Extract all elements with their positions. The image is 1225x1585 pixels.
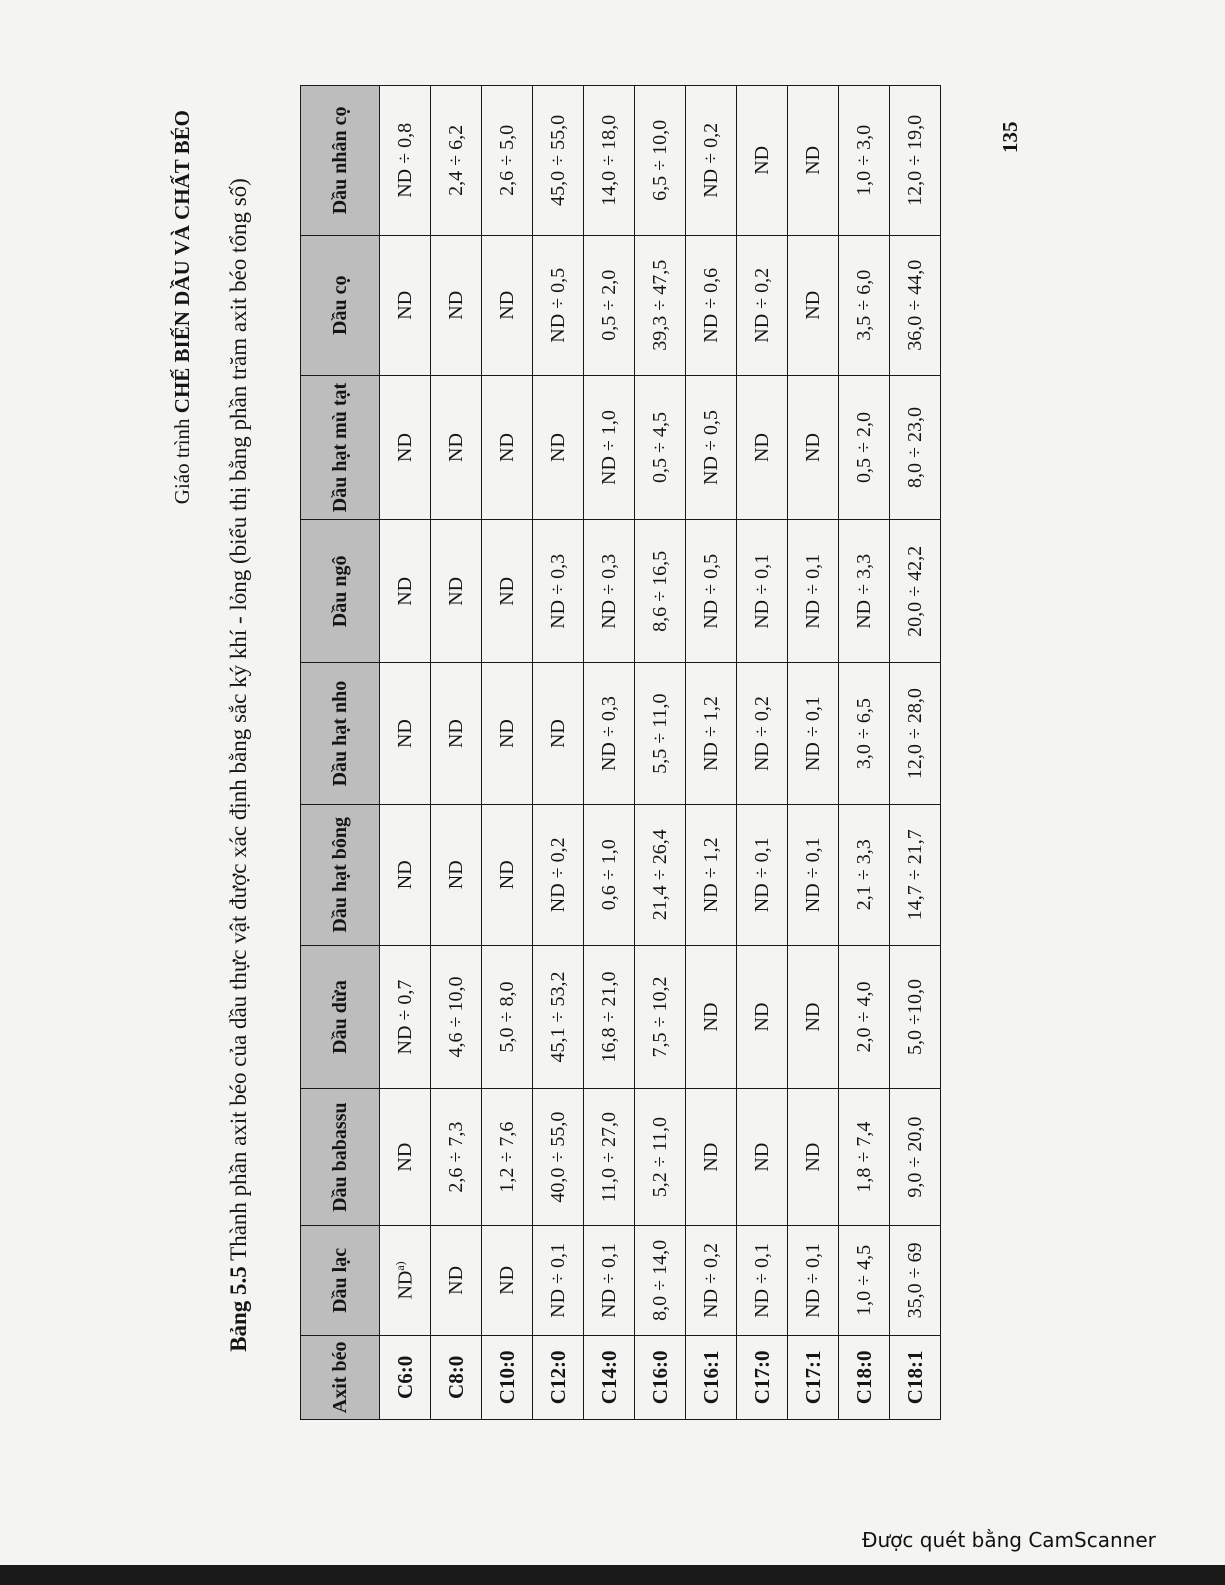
- cell-value: ND: [495, 860, 518, 890]
- table-cell: [839, 804, 890, 945]
- col-header-babassu-oil: Dầu babassu: [301, 1089, 380, 1226]
- cell-value: 6,5 ÷ 10,0: [648, 119, 671, 201]
- cell-value: ND: [444, 433, 467, 462]
- table-cell: [686, 1089, 737, 1226]
- cell-value: ND: [750, 1002, 773, 1032]
- cell-value: ND ÷ 0,1: [546, 1242, 569, 1318]
- cell-value: 3,0 ÷ 6,5: [852, 698, 875, 770]
- table-cell: [431, 804, 482, 945]
- table-cell: [635, 804, 686, 945]
- table-row: [533, 86, 584, 1420]
- table-cell: [584, 235, 635, 375]
- table-row: [431, 86, 482, 1420]
- cell-value: 11,0 ÷ 27,0: [597, 1112, 620, 1203]
- cell-value: ND: [394, 1270, 417, 1300]
- cell-value: ND: [801, 1142, 824, 1172]
- cell-value: ND: [750, 433, 773, 462]
- cell-value: 1,8 ÷ 7,4: [852, 1121, 875, 1193]
- cell-value: ND ÷ 1,0: [597, 410, 620, 485]
- cell-value: 12,0 ÷ 19,0: [903, 114, 926, 206]
- cell-value: 12,0 ÷ 28,0: [903, 688, 926, 780]
- table-cell: [482, 1226, 533, 1336]
- cell-value: 5,2 ÷ 11,0: [648, 1117, 671, 1198]
- cell-value: ND: [801, 1002, 824, 1032]
- table-cell: [788, 804, 839, 945]
- table-cell: [533, 1226, 584, 1336]
- table-cell: [686, 86, 737, 236]
- cell-value: 20,0 ÷ 42,2: [903, 545, 926, 637]
- cell-value: 4,6 ÷ 10,0: [444, 976, 467, 1058]
- cell-value: 21,4 ÷ 26,4: [648, 829, 671, 921]
- table-cell: [431, 1226, 482, 1336]
- cell-value: ND: [750, 1142, 773, 1172]
- cell-value: 5,0 ÷ 8,0: [495, 981, 518, 1053]
- cell-value: ND ÷ 0,6: [699, 267, 722, 343]
- row-header-fatty-acid: C8:0: [431, 1335, 482, 1419]
- cell-value: 3,5 ÷ 6,0: [852, 269, 875, 341]
- row-header-fatty-acid: C16:1: [686, 1335, 737, 1419]
- table-cell: [635, 86, 686, 236]
- book-title: [170, 110, 195, 504]
- cell-value: 40,0 ÷ 55,0: [546, 1111, 569, 1203]
- table-cell: [635, 1089, 686, 1226]
- cell-value: 2,0 ÷ 4,0: [852, 981, 875, 1053]
- table-cell: [431, 375, 482, 519]
- cell-value: 7,5 ÷ 10,2: [648, 976, 671, 1058]
- bottom-band: [0, 1565, 1225, 1585]
- cell-value: ND ÷ 0,2: [750, 267, 773, 343]
- row-header-fatty-acid: C10:0: [482, 1335, 533, 1419]
- table-cell: [788, 375, 839, 519]
- table-cell: [533, 945, 584, 1088]
- table-cell: [890, 86, 941, 236]
- table-row: [635, 86, 686, 1420]
- cell-value: 16,8 ÷ 21,0: [597, 971, 620, 1063]
- cell-value: 1,0 ÷ 4,5: [852, 1244, 875, 1316]
- table-cell: [737, 375, 788, 519]
- table-cell: [533, 375, 584, 519]
- table-cell: [482, 804, 533, 945]
- table-cell: [788, 1089, 839, 1226]
- row-header-fatty-acid: C17:1: [788, 1335, 839, 1419]
- cell-value: 36,0 ÷ 44,0: [903, 259, 926, 351]
- table-cell: [737, 235, 788, 375]
- cell-value: ND ÷ 1,2: [699, 837, 722, 913]
- table-cell: [431, 235, 482, 375]
- table-cell: [635, 1226, 686, 1336]
- table-row: [839, 86, 890, 1420]
- table-header-row: [301, 86, 380, 1420]
- row-header-fatty-acid: C16:0: [635, 1335, 686, 1419]
- table-cell: [533, 663, 584, 804]
- col-header-peanut-oil: Dầu lạc: [301, 1226, 380, 1336]
- cell-value: 2,1 ÷ 3,3: [852, 839, 875, 911]
- cell-value: 5,5 ÷ 11,0: [648, 693, 671, 774]
- cell-value: ND: [801, 433, 824, 462]
- cell-value: 14,0 ÷ 18,0: [597, 114, 620, 206]
- cell-value: ND ÷ 0,1: [801, 553, 824, 629]
- table-cell: [380, 1226, 431, 1336]
- table-cell: [584, 945, 635, 1088]
- cell-value: ND: [393, 576, 416, 606]
- table-cell: [533, 1089, 584, 1226]
- table-cell: [890, 1089, 941, 1226]
- cell-value: 2,6 ÷ 7,3: [444, 1121, 467, 1193]
- cell-value: ND: [444, 290, 467, 320]
- table-cell: [890, 804, 941, 945]
- fatty-acid-table: [300, 85, 941, 1420]
- table-cell: [635, 945, 686, 1088]
- table-cell: [482, 663, 533, 804]
- table-cell: [788, 945, 839, 1088]
- cell-value: 2,6 ÷ 5,0: [495, 124, 518, 196]
- cell-value: ND: [495, 290, 518, 320]
- table-cell: [533, 235, 584, 375]
- cell-value: ND: [444, 860, 467, 890]
- cell-value: ND: [495, 1265, 518, 1295]
- book-title-prefix: Giáo trình: [170, 413, 194, 505]
- table-cell: [890, 235, 941, 375]
- cell-value: ND ÷ 0,2: [546, 837, 569, 913]
- table-cell: [482, 520, 533, 663]
- cell-value: 0,5 ÷ 2,0: [852, 412, 875, 484]
- row-header-fatty-acid: C6:0: [380, 1335, 431, 1419]
- cell-value: ND ÷ 0,3: [597, 553, 620, 629]
- cell-value: ND ÷ 0,2: [750, 696, 773, 772]
- cell-value: ND ÷ 0,1: [750, 837, 773, 913]
- table-cell: [686, 235, 737, 375]
- col-header-fatty-acid: Axit béo: [301, 1335, 380, 1419]
- table-cell: [482, 235, 533, 375]
- cell-value: ND ÷ 0,5: [546, 267, 569, 343]
- table-cell: [737, 804, 788, 945]
- table-cell: [533, 804, 584, 945]
- cell-value: ND ÷ 0,1: [750, 1242, 773, 1318]
- table-cell: [788, 1226, 839, 1336]
- col-header-cottonseed-oil: Dầu hạt bông: [301, 804, 380, 945]
- cell-value: ND: [750, 145, 773, 175]
- table-cell: [584, 1226, 635, 1336]
- cell-value: 35,0 ÷ 69: [903, 1242, 926, 1319]
- table-cell: [380, 375, 431, 519]
- table-cell: [380, 1089, 431, 1226]
- table-cell: [431, 945, 482, 1088]
- table-cell: [431, 520, 482, 663]
- table-row: [482, 86, 533, 1420]
- cell-value: 1,0 ÷ 3,0: [852, 124, 875, 196]
- cell-value: ND: [546, 433, 569, 462]
- table-cell: [839, 1226, 890, 1336]
- row-header-fatty-acid: C12:0: [533, 1335, 584, 1419]
- table-row: [686, 86, 737, 1420]
- cell-value: 2,4 ÷ 6,2: [444, 124, 467, 196]
- table-cell: [737, 1226, 788, 1336]
- table-cell: [737, 663, 788, 804]
- cell-value: ND: [393, 719, 416, 749]
- cell-value: ND: [801, 290, 824, 320]
- table-cell: [788, 663, 839, 804]
- cell-value: 39,3 ÷ 47,5: [648, 259, 671, 351]
- cell-value: 1,2 ÷ 7,6: [495, 1121, 518, 1193]
- table-cell: [839, 945, 890, 1088]
- cell-value: ND: [393, 290, 416, 320]
- cell-value: ND ÷ 0,7: [393, 979, 416, 1055]
- cell-value: ND: [393, 860, 416, 890]
- scanner-watermark: Được quét bằng CamScanner: [862, 1528, 1156, 1552]
- cell-value: ND ÷ 1,2: [699, 696, 722, 772]
- table-cell: [431, 1089, 482, 1226]
- table-cell: [686, 375, 737, 519]
- cell-value: ND ÷ 0,3: [546, 553, 569, 629]
- cell-value: ND: [495, 719, 518, 749]
- table-cell: [788, 520, 839, 663]
- table-cell: [482, 1089, 533, 1226]
- cell-value: 5,0 ÷10,0: [903, 979, 926, 1055]
- table-cell: [482, 86, 533, 236]
- table-row: [584, 86, 635, 1420]
- book-title-main: CHẾ BIẾN DẦU VÀ CHẤT BÉO: [170, 110, 194, 414]
- table-cell: [380, 235, 431, 375]
- cell-value: 8,0 ÷ 14,0: [648, 1239, 671, 1321]
- cell-value: 45,1 ÷ 53,2: [546, 971, 569, 1063]
- cell-value: ND ÷ 0,1: [801, 696, 824, 772]
- col-header-grapeseed-oil: Dầu hạt nho: [301, 663, 380, 804]
- table-cell: [686, 945, 737, 1088]
- cell-value: ND ÷ 0,1: [750, 553, 773, 629]
- table-cell: [533, 86, 584, 236]
- row-header-fatty-acid: C17:0: [737, 1335, 788, 1419]
- table-cell: [890, 945, 941, 1088]
- rotated-page: [140, 105, 1022, 1435]
- table-row: [788, 86, 839, 1420]
- table-cell: [635, 663, 686, 804]
- fatty-acid-table-wrap: [300, 85, 940, 1420]
- cell-value: ND: [393, 1142, 416, 1172]
- cell-value: 8,6 ÷ 16,5: [648, 550, 671, 632]
- table-body: [380, 86, 941, 1420]
- table-row: [890, 86, 941, 1420]
- table-row: [737, 86, 788, 1420]
- col-header-palm-oil: Dầu cọ: [301, 235, 380, 375]
- cell-value: 9,0 ÷ 20,0: [903, 1116, 926, 1198]
- table-cell: [890, 663, 941, 804]
- table-cell: [788, 86, 839, 236]
- cell-value: ND: [699, 1002, 722, 1032]
- cell-value: ND: [495, 433, 518, 462]
- table-cell: [584, 804, 635, 945]
- table-cell: [584, 520, 635, 663]
- table-cell: [839, 520, 890, 663]
- cell-value: ND: [444, 1265, 467, 1295]
- table-cell: [890, 1226, 941, 1336]
- col-header-mustard-oil: Dầu hạt mù tạt: [301, 375, 380, 519]
- table-cell: [584, 86, 635, 236]
- table-cell: [890, 520, 941, 663]
- page-number: 135: [998, 121, 1022, 153]
- cell-value: 14,7 ÷ 21,7: [903, 829, 926, 921]
- table-cell: [482, 945, 533, 1088]
- running-header: [170, 110, 200, 1430]
- table-cell: [686, 804, 737, 945]
- cell-value: ND ÷ 0,2: [699, 1242, 722, 1318]
- table-cell: [635, 375, 686, 519]
- cell-value: 0,5 ÷ 2,0: [597, 269, 620, 341]
- cell-value: ND ÷ 0,3: [597, 696, 620, 772]
- table-cell: [686, 663, 737, 804]
- table-cell: [839, 375, 890, 519]
- table-cell: [839, 86, 890, 236]
- cell-value: ND ÷ 0,8: [393, 122, 416, 198]
- table-cell: [737, 520, 788, 663]
- col-header-palm-kernel-oil: Dầu nhân cọ: [301, 86, 380, 236]
- table-cell: [584, 663, 635, 804]
- table-cell: [788, 235, 839, 375]
- cell-value: ND: [444, 576, 467, 606]
- table-cell: [584, 1089, 635, 1226]
- table-cell: [380, 945, 431, 1088]
- table-cell: [380, 663, 431, 804]
- cell-value: ND ÷ 0,2: [699, 122, 722, 198]
- table-cell: [380, 804, 431, 945]
- cell-value: ND ÷ 0,5: [699, 410, 722, 485]
- table-row: [380, 86, 431, 1420]
- table-cell: [380, 520, 431, 663]
- cell-value: ND: [393, 433, 416, 462]
- cell-value: ND: [495, 576, 518, 606]
- table-cell: [737, 1089, 788, 1226]
- cell-value: 0,5 ÷ 4,5: [648, 412, 671, 484]
- row-header-fatty-acid: C14:0: [584, 1335, 635, 1419]
- table-cell: [482, 375, 533, 519]
- table-cell: [635, 520, 686, 663]
- table-cell: [431, 663, 482, 804]
- cell-value: 8,0 ÷ 23,0: [903, 407, 926, 489]
- table-cell: [890, 375, 941, 519]
- cell-value: 0,6 ÷ 1,0: [597, 839, 620, 911]
- table-cell: [584, 375, 635, 519]
- table-cell: [839, 235, 890, 375]
- table-cell: [839, 663, 890, 804]
- cell-value: ND: [546, 719, 569, 749]
- col-header-coconut-oil: Dầu dừa: [301, 945, 380, 1088]
- table-caption-label: Bảng 5.5: [226, 1266, 251, 1352]
- table-cell: [737, 945, 788, 1088]
- row-header-fatty-acid: C18:1: [890, 1335, 941, 1419]
- table-cell: [431, 86, 482, 236]
- cell-value: ND ÷ 0,1: [801, 837, 824, 913]
- table-cell: [686, 1226, 737, 1336]
- cell-value: ND ÷ 0,1: [597, 1242, 620, 1318]
- table-caption-text: Thành phần axit béo của dầu thực vật được xác định bằng sắc ký khí - lỏng (biểu thị bằng phần trăm axit béo tổng số): [226, 178, 251, 1267]
- cell-value: ND ÷ 0,5: [699, 553, 722, 629]
- table-cell: [686, 520, 737, 663]
- footnote-mark: a): [392, 1261, 407, 1271]
- table-cell: [533, 520, 584, 663]
- table-cell: [839, 1089, 890, 1226]
- table-cell: [737, 86, 788, 236]
- row-header-fatty-acid: C18:0: [839, 1335, 890, 1419]
- cell-value: ND: [699, 1142, 722, 1172]
- cell-value: 45,0 ÷ 55,0: [546, 114, 569, 206]
- col-header-corn-oil: Dầu ngô: [301, 520, 380, 663]
- table-cell: [635, 235, 686, 375]
- cell-value: ND: [801, 145, 824, 175]
- table-caption: [225, 115, 253, 1415]
- cell-value: ND ÷ 0,1: [801, 1242, 824, 1318]
- table-cell: [380, 86, 431, 236]
- cell-value: ND: [444, 719, 467, 749]
- cell-value: ND ÷ 3,3: [852, 553, 875, 629]
